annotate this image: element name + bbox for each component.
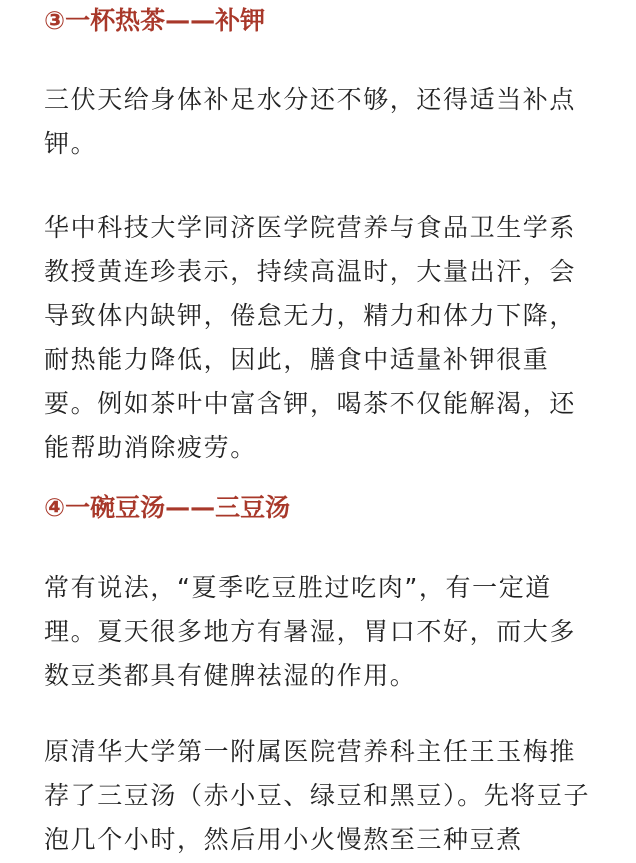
paragraph-tea-detail: 华中科技大学同济医学院营养与食品卫生学系教授黄连珍表示，持续高温时，大量出汗，会导致体内缺钾，倦怠无力，精力和体力下降，耐热能力降低，因此，膳食中适量补钾很重要。例如茶叶中富含钾，喝茶不仅能解渴，还能帮助消除疲劳。 [44,213,577,462]
paragraph-bean-detail: 原清华大学第一附属医院营养科主任王玉梅推荐了三豆汤（赤小豆、绿豆和黑豆）。先将豆子泡几个小时，然后用小火慢熬至三种豆煮 [44,737,591,854]
section-heading-tea: ③一杯热茶——补钾 [44,6,266,35]
paragraph-tea-intro: 三伏天给身体补足水分还不够，还得适当补点钾。 [44,85,577,158]
paragraph-bean-intro: 常有说法，“夏季吃豆胜过吃肉”，有一定道理。夏天很多地方有暑湿，胃口不好，而大多数豆类都具有健脾祛湿的作用。 [44,573,577,690]
section-heading-bean-soup: ④一碗豆汤——三豆汤 [44,493,291,522]
